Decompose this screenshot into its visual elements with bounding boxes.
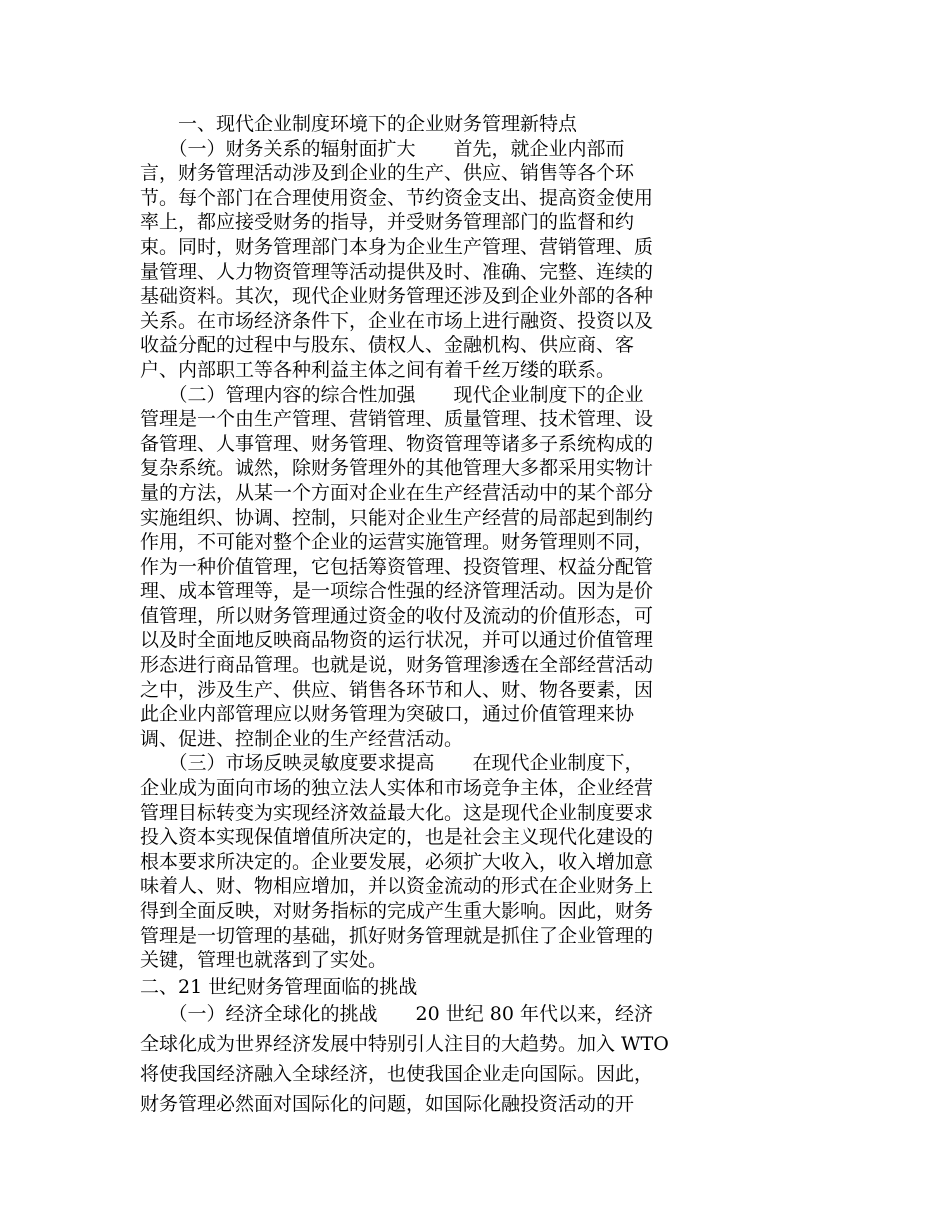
text-line: 二、21 世纪财务管理面临的挑战 <box>140 975 418 998</box>
text-line: 基础资料。其次，现代企业财务管理还涉及到企业外部的各种 <box>140 285 654 308</box>
text-line: 复杂系统。诚然，除财务管理外的其他管理大多都采用实物计 <box>140 457 654 480</box>
text-line: 理、成本管理等，是一项综合性强的经济管理活动。因为是价 <box>140 580 654 603</box>
text-line: 量管理、人力物资管理等活动提供及时、准确、完整、连续的 <box>140 260 654 283</box>
text-line: 管理是一个由生产管理、营销管理、质量管理、技术管理、设 <box>140 408 654 431</box>
text-line: 管理目标转变为实现经济效益最大化。这是现代企业制度要求 <box>140 801 654 824</box>
text-line: （一）财务关系的辐射面扩大 首先，就企业内部而 <box>140 137 625 160</box>
text-line: （一）经济全球化的挑战 20 世纪 80 年代以来，经济 <box>140 1003 653 1026</box>
text-line: 得到全面反映，对财务指标的完成产生重大影响。因此，财务 <box>140 900 654 922</box>
text-line: 以及时全面地反映商品物资的运行状况，并可以通过价值管理 <box>140 629 654 652</box>
text-line: 户、内部职工等各种利益主体之间有着千丝万缕的联系。 <box>140 358 616 381</box>
text-line: 作用，不可能对整个企业的运营实施管理。财务管理则不同， <box>140 531 654 554</box>
text-line: 节。每个部门在合理使用资金、节约资金支出、提高资金使用 <box>140 186 654 209</box>
text-line: 关系。在市场经济条件下，企业在市场上进行融资、投资以及 <box>140 309 654 332</box>
text-line: 量的方法，从某一个方面对企业在生产经营活动中的某个部分 <box>140 481 654 504</box>
text-line: 投入资本实现保值增值所决定的，也是社会主义现代化建设的 <box>140 826 654 849</box>
text-line: （二）管理内容的综合性加强 现代企业制度下的企业 <box>140 383 644 406</box>
text-line: 束。同时，财务管理部门本身为企业生产管理、营销管理、质 <box>140 235 654 258</box>
text-line: 味着人、财、物相应增加，并以资金流动的形式在企业财务上 <box>140 875 654 898</box>
text-line: 关键，管理也就落到了实处。 <box>140 949 388 972</box>
text-line: 之中，涉及生产、供应、销售各环节和人、财、物各要素，因 <box>140 678 654 701</box>
text-line: 值管理，所以财务管理通过资金的收付及流动的价值形态，可 <box>140 604 654 627</box>
text-line: 管理是一切管理的基础，抓好财务管理就是抓住了企业管理的 <box>140 924 654 947</box>
text-line: 一、现代企业制度环境下的企业财务管理新特点 <box>140 113 578 135</box>
text-line: 形态进行商品管理。也就是说，财务管理渗透在全部经营活动 <box>140 654 654 677</box>
text-line: 实施组织、协调、控制，只能对企业生产经营的局部起到制约 <box>140 506 654 529</box>
text-line: 全球化成为世界经济发展中特别引人注目的大趋势。加入 WTO <box>140 1033 669 1056</box>
text-line: 将使我国经济融入全球经济，也使我国企业走向国际。因此， <box>140 1063 654 1086</box>
text-line: 作为一种价值管理，它包括筹资管理、投资管理、权益分配管 <box>140 555 654 578</box>
text-line: 收益分配的过程中与股东、债权人、金融机构、供应商、客 <box>140 334 635 357</box>
text-line: 率上，都应接受财务的指导，并受财务管理部门的监督和约 <box>140 211 635 234</box>
text-line: 调、促进、控制企业的生产经营活动。 <box>140 727 464 750</box>
document-body <box>140 112 730 1119</box>
text-line: （三）市场反映灵敏度要求提高 在现代企业制度下， <box>140 752 644 775</box>
text-line: 备管理、人事管理、财务管理、物资管理等诸多子系统构成的 <box>140 432 654 455</box>
text-line: 财务管理必然面对国际化的问题，如国际化融投资活动的开 <box>140 1093 635 1116</box>
text-line: 此企业内部管理应以财务管理为突破口，通过价值管理来协 <box>140 703 635 726</box>
text-line: 言，财务管理活动涉及到企业的生产、供应、销售等各个环 <box>140 162 635 185</box>
text-line: 根本要求所决定的。企业要发展，必须扩大收入，收入增加意 <box>140 850 654 873</box>
text-line: 企业成为面向市场的独立法人实体和市场竞争主体，企业经营 <box>140 777 654 800</box>
